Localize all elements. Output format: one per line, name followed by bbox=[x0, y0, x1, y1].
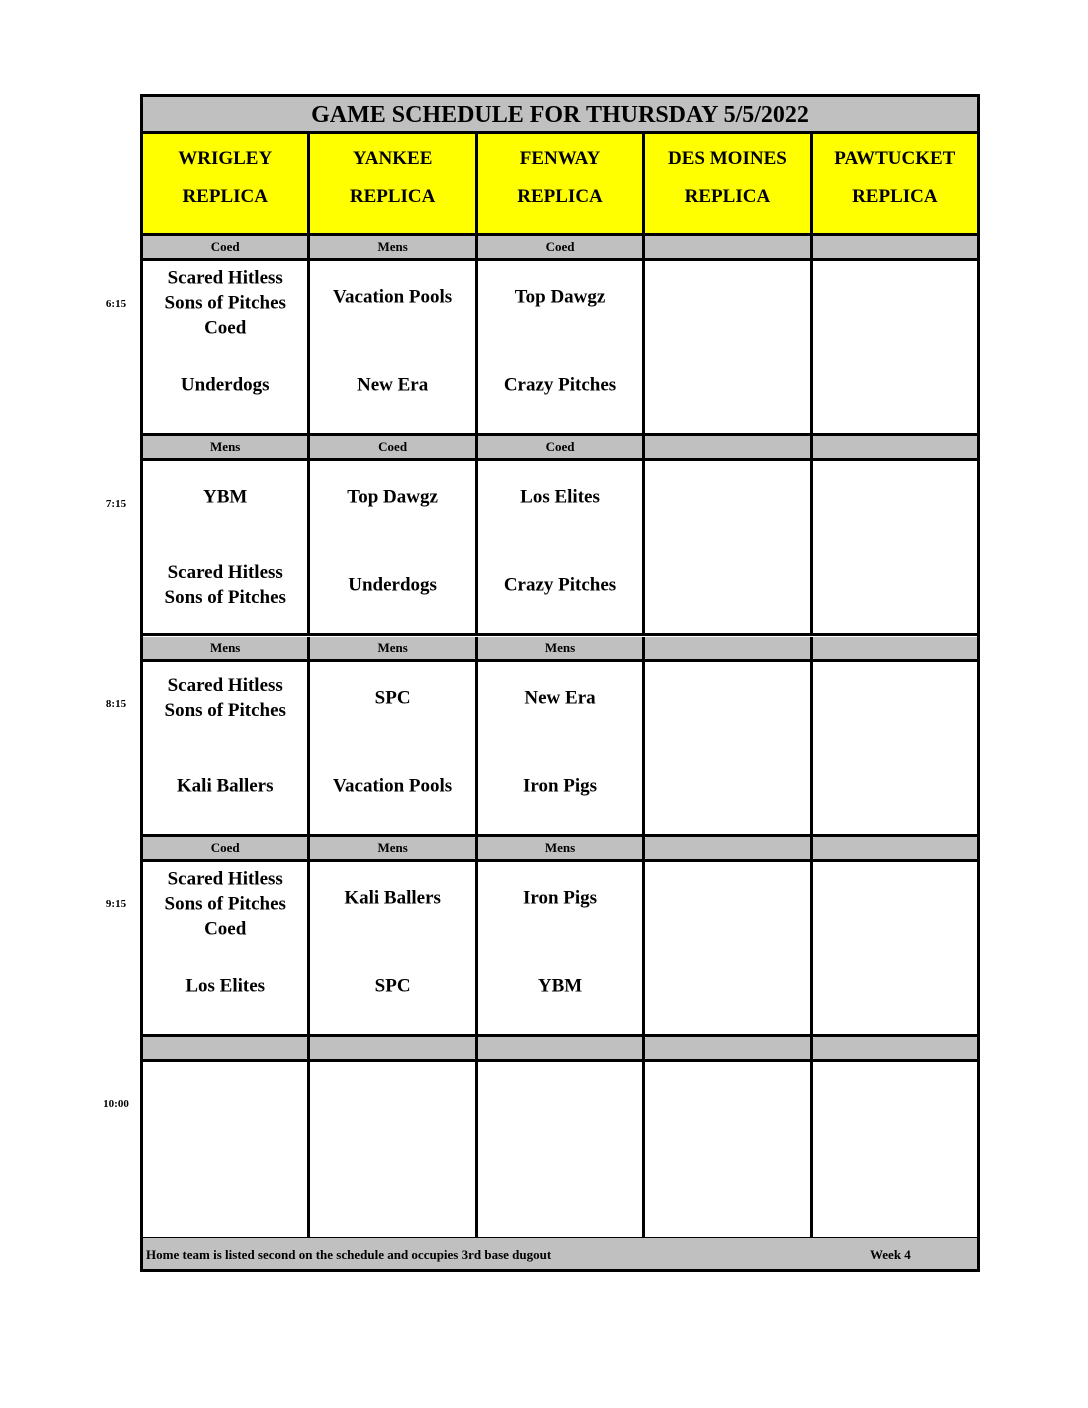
field-header-pawtucket bbox=[813, 134, 977, 233]
game-cell bbox=[143, 261, 310, 433]
division-label: Mens bbox=[143, 436, 310, 458]
field-sub: REPLICA bbox=[517, 186, 603, 207]
division-label bbox=[645, 837, 812, 859]
field-sub: REPLICA bbox=[349, 186, 436, 207]
division-label bbox=[813, 837, 977, 859]
schedule-title: GAME SCHEDULE FOR THURSDAY 5/5/2022 bbox=[143, 97, 977, 134]
field-name: DES MOINES bbox=[668, 148, 787, 169]
away-team: YBM bbox=[203, 486, 248, 508]
home-team: Crazy Pitches bbox=[503, 574, 617, 596]
game-cell bbox=[478, 862, 645, 1034]
away-team: Scared Hitless Sons of Pitches bbox=[164, 675, 286, 721]
game-cell bbox=[478, 662, 645, 834]
away-team: New Era bbox=[524, 687, 596, 709]
time-label: 7:15 bbox=[105, 498, 127, 510]
away-team: Vacation Pools bbox=[333, 286, 453, 308]
away-team: Top Dawgz bbox=[347, 486, 438, 508]
game-row bbox=[143, 461, 977, 636]
division-label: Mens bbox=[143, 637, 310, 659]
game-cell bbox=[310, 862, 477, 1034]
home-team: Los Elites bbox=[185, 975, 266, 997]
home-team: Iron Pigs bbox=[522, 775, 598, 797]
home-team: Vacation Pools bbox=[333, 775, 453, 797]
time-label: 6:15 bbox=[105, 298, 127, 310]
division-label bbox=[645, 436, 812, 458]
field-name: WRIGLEY bbox=[178, 148, 273, 169]
home-team: Kali Ballers bbox=[176, 775, 274, 797]
division-label bbox=[813, 637, 977, 659]
division-label bbox=[645, 236, 812, 258]
game-cell bbox=[478, 1062, 645, 1237]
division-label bbox=[813, 436, 977, 458]
field-name: FENWAY bbox=[519, 148, 601, 169]
week-label: Week 4 bbox=[870, 1247, 911, 1262]
division-label bbox=[143, 1037, 310, 1059]
game-cell bbox=[143, 1062, 310, 1237]
field-sub: REPLICA bbox=[852, 186, 938, 207]
schedule-footer bbox=[143, 1238, 977, 1269]
time-label: 8:15 bbox=[105, 698, 127, 710]
game-cell bbox=[645, 1062, 812, 1237]
game-cell bbox=[813, 461, 977, 633]
field-name: PAWTUCKET bbox=[834, 148, 956, 169]
field-header-des-moines bbox=[645, 134, 812, 233]
home-team: Scared Hitless Sons of Pitches bbox=[164, 562, 286, 608]
division-label bbox=[310, 1037, 477, 1059]
field-name: YANKEE bbox=[352, 148, 433, 169]
division-row bbox=[143, 837, 977, 862]
field-header-wrigley bbox=[143, 134, 310, 233]
division-row bbox=[143, 637, 977, 662]
time-label: 10:00 bbox=[103, 1098, 129, 1110]
division-label bbox=[478, 1037, 645, 1059]
game-cell bbox=[813, 862, 977, 1034]
away-team: Kali Ballers bbox=[344, 887, 441, 909]
game-cell bbox=[478, 261, 645, 433]
game-row bbox=[143, 862, 977, 1037]
division-label bbox=[645, 637, 812, 659]
away-team: Iron Pigs bbox=[522, 887, 598, 909]
game-cell bbox=[645, 461, 812, 633]
game-cell bbox=[478, 461, 645, 633]
field-header-fenway bbox=[478, 134, 645, 233]
footer-note: Home team is listed second on the schedule and occupies 3rd base dugout bbox=[146, 1247, 552, 1262]
game-cell bbox=[143, 862, 310, 1034]
division-row bbox=[143, 236, 977, 261]
schedule-table bbox=[140, 94, 980, 1272]
home-team: Crazy Pitches bbox=[503, 374, 617, 396]
division-label: Coed bbox=[478, 236, 645, 258]
game-cell bbox=[813, 261, 977, 433]
field-sub: REPLICA bbox=[182, 186, 268, 207]
field-sub: REPLICA bbox=[684, 186, 771, 207]
division-label bbox=[645, 1037, 812, 1059]
game-cell bbox=[143, 461, 310, 633]
game-cell bbox=[645, 862, 812, 1034]
away-team: Scared Hitless Sons of Pitches Coed bbox=[164, 868, 286, 940]
home-team: YBM bbox=[537, 975, 583, 997]
game-cell bbox=[143, 662, 310, 834]
field-header-yankee bbox=[310, 134, 477, 233]
game-row bbox=[143, 662, 977, 837]
division-row bbox=[143, 1037, 977, 1062]
division-label: Mens bbox=[478, 837, 645, 859]
away-team: Los Elites bbox=[520, 486, 600, 508]
home-team: Underdogs bbox=[348, 574, 437, 596]
home-team: SPC bbox=[374, 975, 411, 997]
field-header-row bbox=[143, 134, 977, 236]
game-row bbox=[143, 1062, 977, 1240]
division-label bbox=[813, 236, 977, 258]
division-label: Coed bbox=[478, 436, 645, 458]
game-cell bbox=[310, 662, 477, 834]
division-label: Mens bbox=[310, 236, 477, 258]
division-label: Coed bbox=[143, 236, 310, 258]
division-label: Coed bbox=[310, 436, 477, 458]
game-cell bbox=[813, 1062, 977, 1237]
away-team: SPC bbox=[374, 687, 411, 709]
time-label: 9:15 bbox=[105, 898, 127, 910]
game-cell bbox=[645, 662, 812, 834]
game-cell bbox=[813, 662, 977, 834]
home-team: New Era bbox=[356, 374, 429, 396]
game-cell bbox=[310, 461, 477, 633]
game-cell bbox=[310, 1062, 477, 1237]
home-team: Underdogs bbox=[180, 374, 270, 396]
division-label: Mens bbox=[478, 637, 645, 659]
division-label: Coed bbox=[143, 837, 310, 859]
away-team: Scared Hitless Sons of Pitches Coed bbox=[164, 267, 286, 339]
game-cell bbox=[645, 261, 812, 433]
game-row bbox=[143, 261, 977, 436]
division-label: Mens bbox=[310, 837, 477, 859]
division-label bbox=[813, 1037, 977, 1059]
division-row bbox=[143, 436, 977, 461]
away-team: Top Dawgz bbox=[514, 286, 606, 308]
game-cell bbox=[310, 261, 477, 433]
division-label: Mens bbox=[310, 637, 477, 659]
